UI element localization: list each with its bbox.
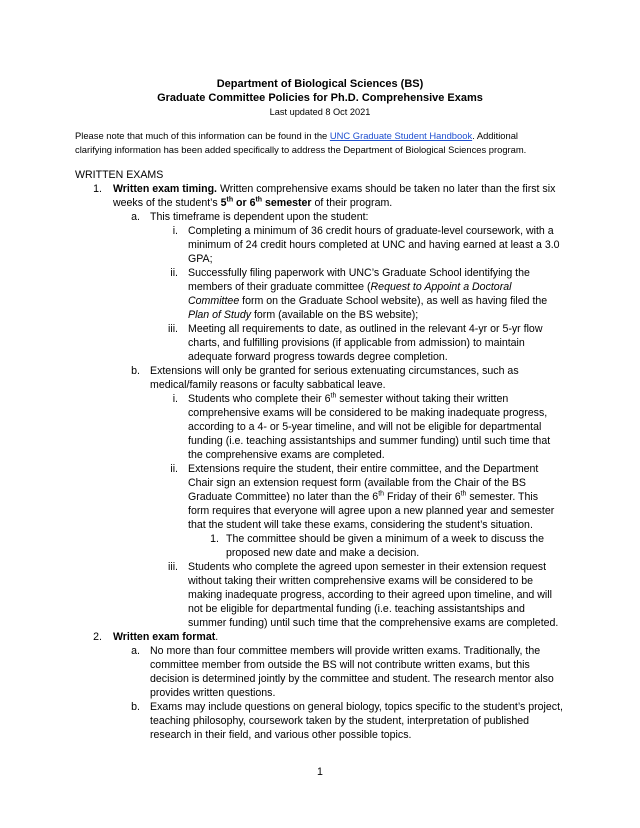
item-1aii-line-4: Plan of Study form (available on the BS website);: [188, 309, 419, 321]
last-updated: Last updated 8 Oct 2021: [269, 107, 371, 117]
item-1bii1-line-2: proposed new date and make a decision.: [226, 547, 420, 559]
intro-line-1: Please note that much of this information can be found in the UNC Graduate Student Handbook. Additional: [75, 130, 519, 141]
item-1bi-number: i.: [172, 393, 178, 405]
item-1aiii-line-3: adequate forward progress towards degree completion.: [188, 351, 448, 363]
section-title: WRITTEN EXAMS: [75, 169, 164, 181]
dept-title: Department of Biological Sciences (BS): [216, 78, 424, 90]
item-1aiii-line-1: Meeting all requirements to date, as outlined in the relevant 4-yr or 5-yr flow: [188, 323, 543, 335]
item-1bi-line-2: comprehensive exams will be considered to be making inadequate progress,: [188, 407, 548, 419]
item-1bii-line-1: Extensions require the student, their entire committee, and the Department: [188, 463, 539, 475]
item-1aii-line-2: members of their graduate committee (Request to Appoint a Doctoral: [188, 281, 512, 293]
item-2-number: 2.: [93, 631, 102, 643]
item-1biii-line-4: not be eligible for departmental funding (i.e. teaching assistantships and: [188, 603, 525, 615]
handbook-link[interactable]: UNC Graduate Student Handbook: [329, 130, 473, 141]
item-1biii-line-2: without taking their written comprehensive exams will be considered to be: [188, 575, 534, 587]
item-1a-number: a.: [131, 211, 140, 223]
item-2a-line-1: No more than four committee members will provide written exams. Traditionally, the: [150, 645, 541, 657]
item-2b-line-2: teaching philosophy, coursework taken by the student, interpretation of published: [150, 715, 530, 727]
item-1-number: 1.: [93, 183, 102, 195]
item-1biii-line-1: Students who complete the agreed upon semester in their extension request: [188, 561, 547, 573]
item-1aiii-number: iii.: [167, 323, 178, 335]
item-1bi-line-4: funding (i.e. teaching assistantships and summer funding) until such time that: [188, 435, 551, 447]
item-1bii-line-3: Graduate Committee) no later than the 6th Friday of their 6th semester. This: [188, 490, 539, 503]
item-1bi-line-5: the comprehensive exams are completed.: [188, 449, 385, 461]
item-1ai-line-3: GPA;: [188, 253, 213, 265]
item-1ai-number: i.: [172, 225, 178, 237]
item-1aii-line-1: Successfully filing paperwork with UNC’s Graduate School identifying the: [188, 267, 530, 279]
item-1bi-line-1: Students who complete their 6th semester without taking their written: [188, 392, 509, 405]
item-1aiii-line-2: charts, and fulfilling provisions (if applicable from admission) to maintain: [188, 337, 525, 349]
item-1-line-2: weeks of the student’s 5th or 6th semester of their program.: [113, 196, 393, 209]
item-1-line-1: Written exam timing. Written comprehensive exams should be taken no later than the first six: [113, 183, 556, 195]
item-1bii-line-2: Chair sign an extension request form (available from the Chair of the BS: [188, 477, 526, 489]
item-2b-number: b.: [131, 701, 140, 713]
item-2a-line-2: committee member from outside the BS will not contribute written exams, but this: [150, 659, 530, 671]
item-1biii-line-5: summer funding) until such time that the comprehensive exams are completed.: [188, 617, 559, 629]
intro-line-2: clarifying information has been added specifically to address the Department of Biological Sciences program.: [75, 144, 527, 155]
item-1b-line-1: Extensions will only be granted for serious extenuating circumstances, such as: [150, 365, 519, 377]
item-2b-line-3: research in their field, and various other possible topics.: [150, 729, 412, 741]
item-1bii1-number: 1.: [210, 533, 219, 545]
item-1bii-number: ii.: [170, 463, 178, 475]
item-1aii-line-3: Committee form on the Graduate School website), as well as having filed the: [188, 295, 548, 307]
item-1ai-line-2: minimum of 24 credit hours completed at UNC and having earned at least a 3.0: [188, 239, 560, 251]
item-1ai-line-1: Completing a minimum of 36 credit hours of graduate-level coursework, with a: [188, 225, 554, 237]
item-2-title: Written exam format.: [113, 631, 219, 643]
item-1aii-number: ii.: [170, 267, 178, 279]
item-1a-text: This timeframe is dependent upon the student:: [150, 211, 369, 223]
item-1bi-line-3: according to a 4- or 5-year timeline, and will not be eligible for departmental: [188, 421, 542, 433]
page-number: 1: [317, 766, 323, 778]
item-1b-number: b.: [131, 365, 140, 377]
item-2a-line-3: decision is determined jointly by the committee and student. The research mentor also: [150, 673, 554, 685]
policy-title: Graduate Committee Policies for Ph.D. Comprehensive Exams: [157, 92, 483, 104]
item-1bii1-line-1: The committee should be given a minimum of a week to discuss the: [226, 533, 544, 545]
item-2a-number: a.: [131, 645, 140, 657]
item-1biii-line-3: making inadequate progress, according to their agreed upon timeline, and will: [188, 589, 552, 601]
item-2a-line-4: provides written questions.: [150, 687, 276, 699]
item-1bii-line-5: that the student will take these exams, considering the student’s situation.: [188, 519, 533, 531]
item-1b-line-2: medical/family reasons or faculty sabbatical leave.: [150, 379, 386, 391]
item-2b-line-1: Exams may include questions on general biology, topics specific to the student’s project,: [150, 701, 563, 713]
item-1biii-number: iii.: [167, 561, 178, 573]
item-1bii-line-4: form requires that everyone will agree upon a new planned year and semester: [188, 505, 555, 517]
